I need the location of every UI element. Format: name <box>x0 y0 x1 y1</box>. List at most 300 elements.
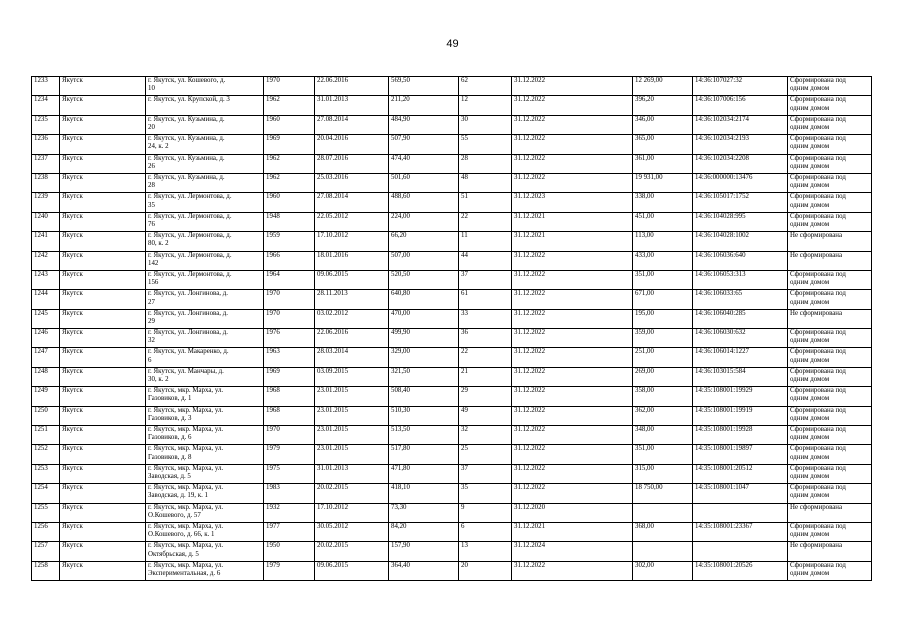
address-cell: г. Якутск, мкр. Марха, ул. Заводская, д. 19, к. 1 <box>146 484 264 503</box>
city-cell: Якутск <box>60 367 146 386</box>
table-row <box>32 445 872 464</box>
land-area-cell: 251,00 <box>633 348 693 367</box>
deadline-cell: 31.12.2022 <box>512 406 633 425</box>
deadline-cell: 31.12.2022 <box>512 251 633 270</box>
date-cell: 18.01.2016 <box>315 251 389 270</box>
count-cell: 37 <box>459 464 512 483</box>
address-cell: г. Якутск, мкр. Марха, ул. Заводская, д. 5 <box>146 464 264 483</box>
city-cell: Якутск <box>60 290 146 309</box>
date-cell: 30.05.2012 <box>315 522 389 541</box>
cadastral-number-cell: 14:36:106033:65 <box>693 290 788 309</box>
address-cell: г. Якутск, ул. Лермонтова, д. 35 <box>146 193 264 212</box>
year-built-cell: 1969 <box>264 135 315 154</box>
city-cell: Якутск <box>60 212 146 231</box>
city-cell: Якутск <box>60 309 146 328</box>
row-number-cell: 1237 <box>32 154 60 173</box>
count-cell: 11 <box>459 232 512 251</box>
cadastral-number-cell: 14:35:108001:19929 <box>693 387 788 406</box>
address-cell: г. Якутск, ул. Кузьмина, д. 20 <box>146 115 264 134</box>
land-area-cell: 361,00 <box>633 154 693 173</box>
row-number-cell: 1245 <box>32 309 60 328</box>
year-built-cell: 1948 <box>264 212 315 231</box>
address-cell: г. Якутск, ул. Лермонтова, д. 156 <box>146 270 264 289</box>
land-area-cell: 396,20 <box>633 96 693 115</box>
deadline-cell: 31.12.2022 <box>512 367 633 386</box>
city-cell: Якутск <box>60 232 146 251</box>
deadline-cell: 31.12.2022 <box>512 270 633 289</box>
address-cell: г. Якутск, ул. Лермонтова, д. 80, к. 2 <box>146 232 264 251</box>
land-area-cell: 18 750,00 <box>633 484 693 503</box>
table-row <box>32 212 872 231</box>
land-area-cell: 19 931,00 <box>633 173 693 192</box>
table-row <box>32 367 872 386</box>
deadline-cell: 31.12.2022 <box>512 115 633 134</box>
table-row <box>32 484 872 503</box>
cadastral-number-cell: 14:36:106040:285 <box>693 309 788 328</box>
area-cell: 329,00 <box>389 348 459 367</box>
deadline-cell: 31.12.2022 <box>512 173 633 192</box>
date-cell: 23.01.2015 <box>315 426 389 445</box>
count-cell: 37 <box>459 270 512 289</box>
area-cell: 66,20 <box>389 232 459 251</box>
date-cell: 22.05.2012 <box>315 212 389 231</box>
year-built-cell: 1959 <box>264 232 315 251</box>
row-number-cell: 1240 <box>32 212 60 231</box>
address-cell: г. Якутск, ул. Кошевого, д. 10 <box>146 77 264 96</box>
table-row <box>32 193 872 212</box>
land-area-cell: 302,00 <box>633 561 693 580</box>
land-area-cell: 348,00 <box>633 426 693 445</box>
city-cell: Якутск <box>60 270 146 289</box>
table-row <box>32 329 872 348</box>
count-cell: 9 <box>459 503 512 522</box>
date-cell: 09.06.2015 <box>315 270 389 289</box>
cadastral-number-cell: 14:35:108001:1047 <box>693 484 788 503</box>
area-cell: 211,20 <box>389 96 459 115</box>
count-cell: 6 <box>459 522 512 541</box>
year-built-cell: 1979 <box>264 445 315 464</box>
land-area-cell: 365,00 <box>633 135 693 154</box>
address-cell: г. Якутск, ул. Манчары, д. 30, к. 2 <box>146 367 264 386</box>
count-cell: 29 <box>459 387 512 406</box>
area-cell: 84,20 <box>389 522 459 541</box>
year-built-cell: 1962 <box>264 96 315 115</box>
table-row <box>32 173 872 192</box>
area-cell: 418,10 <box>389 484 459 503</box>
area-cell: 517,80 <box>389 445 459 464</box>
deadline-cell: 31.12.2022 <box>512 309 633 328</box>
city-cell: Якутск <box>60 503 146 522</box>
cadastral-number-cell: 14:36:106036:640 <box>693 251 788 270</box>
cadastral-number-cell <box>693 542 788 561</box>
row-number-cell: 1252 <box>32 445 60 464</box>
cadastral-number-cell <box>693 503 788 522</box>
city-cell: Якутск <box>60 77 146 96</box>
land-area-cell: 358,00 <box>633 387 693 406</box>
land-status-cell: Сформирована под одним домом <box>788 77 872 96</box>
area-cell: 510,30 <box>389 406 459 425</box>
year-built-cell: 1963 <box>264 348 315 367</box>
year-built-cell: 1966 <box>264 251 315 270</box>
cadastral-number-cell: 14:36:105017:1752 <box>693 193 788 212</box>
land-status-cell: Сформирована под одним домом <box>788 561 872 580</box>
year-built-cell: 1960 <box>264 115 315 134</box>
land-area-cell: 671,00 <box>633 290 693 309</box>
area-cell: 73,30 <box>389 503 459 522</box>
address-cell: г. Якутск, мкр. Марха, ул. Газовиков, д. 6 <box>146 426 264 445</box>
city-cell: Якутск <box>60 251 146 270</box>
count-cell: 28 <box>459 154 512 173</box>
city-cell: Якутск <box>60 135 146 154</box>
deadline-cell: 31.12.2021 <box>512 232 633 251</box>
deadline-cell: 31.12.2023 <box>512 193 633 212</box>
year-built-cell: 1932 <box>264 503 315 522</box>
land-status-cell: Сформирована под одним домом <box>788 522 872 541</box>
year-built-cell: 1968 <box>264 387 315 406</box>
area-cell: 470,00 <box>389 309 459 328</box>
address-cell: г. Якутск, ул. Кузьмина, д. 28 <box>146 173 264 192</box>
year-built-cell: 1975 <box>264 464 315 483</box>
area-cell: 508,40 <box>389 387 459 406</box>
deadline-cell: 31.12.2022 <box>512 154 633 173</box>
count-cell: 55 <box>459 135 512 154</box>
table-row <box>32 309 872 328</box>
land-area-cell <box>633 503 693 522</box>
count-cell: 35 <box>459 484 512 503</box>
address-cell: г. Якутск, мкр. Марха, ул. Экспериментальная, д. 6 <box>146 561 264 580</box>
city-cell: Якутск <box>60 173 146 192</box>
area-cell: 569,50 <box>389 77 459 96</box>
city-cell: Якутск <box>60 115 146 134</box>
date-cell: 03.09.2015 <box>315 367 389 386</box>
cadastral-number-cell: 14:36:104028:995 <box>693 212 788 231</box>
row-number-cell: 1244 <box>32 290 60 309</box>
date-cell: 20.02.2015 <box>315 542 389 561</box>
city-cell: Якутск <box>60 542 146 561</box>
land-status-cell: Сформирована под одним домом <box>788 193 872 212</box>
area-cell: 157,90 <box>389 542 459 561</box>
row-number-cell: 1254 <box>32 484 60 503</box>
row-number-cell: 1238 <box>32 173 60 192</box>
row-number-cell: 1241 <box>32 232 60 251</box>
address-cell: г. Якутск, мкр. Марха, ул. Газовиков, д. 3 <box>146 406 264 425</box>
land-area-cell: 269,00 <box>633 367 693 386</box>
count-cell: 12 <box>459 96 512 115</box>
table-row <box>32 426 872 445</box>
row-number-cell: 1258 <box>32 561 60 580</box>
address-cell: г. Якутск, ул. Кузьмина, д. 26 <box>146 154 264 173</box>
deadline-cell: 31.12.2022 <box>512 329 633 348</box>
count-cell: 32 <box>459 426 512 445</box>
table-row <box>32 96 872 115</box>
table-row <box>32 464 872 483</box>
address-cell: г. Якутск, ул. Лонгинова, д. 29 <box>146 309 264 328</box>
deadline-cell: 31.12.2021 <box>512 212 633 231</box>
date-cell: 22.06.2016 <box>315 329 389 348</box>
date-cell: 25.03.2016 <box>315 173 389 192</box>
date-cell: 09.06.2015 <box>315 561 389 580</box>
date-cell: 20.02.2015 <box>315 484 389 503</box>
land-area-cell: 338,00 <box>633 193 693 212</box>
area-cell: 507,90 <box>389 135 459 154</box>
cadastral-number-cell: 14:36:102034:2193 <box>693 135 788 154</box>
date-cell: 27.08.2014 <box>315 115 389 134</box>
count-cell: 61 <box>459 290 512 309</box>
land-area-cell: 362,00 <box>633 406 693 425</box>
year-built-cell: 1950 <box>264 542 315 561</box>
land-status-cell: Сформирована под одним домом <box>788 367 872 386</box>
table-row <box>32 542 872 561</box>
count-cell: 13 <box>459 542 512 561</box>
row-number-cell: 1248 <box>32 367 60 386</box>
cadastral-number-cell: 14:35:108001:19919 <box>693 406 788 425</box>
count-cell: 62 <box>459 77 512 96</box>
year-built-cell: 1962 <box>264 173 315 192</box>
land-area-cell: 359,00 <box>633 329 693 348</box>
area-cell: 484,90 <box>389 115 459 134</box>
land-status-cell: Сформирована под одним домом <box>788 329 872 348</box>
address-cell: г. Якутск, мкр. Марха, ул. Октябрьская, д. 5 <box>146 542 264 561</box>
land-area-cell: 433,00 <box>633 251 693 270</box>
table-row <box>32 154 872 173</box>
cadastral-number-cell: 14:36:104028:1002 <box>693 232 788 251</box>
city-cell: Якутск <box>60 561 146 580</box>
land-area-cell: 113,00 <box>633 232 693 251</box>
date-cell: 31.01.2013 <box>315 464 389 483</box>
row-number-cell: 1242 <box>32 251 60 270</box>
city-cell: Якутск <box>60 96 146 115</box>
count-cell: 22 <box>459 348 512 367</box>
city-cell: Якутск <box>60 329 146 348</box>
table-body <box>32 77 872 581</box>
count-cell: 22 <box>459 212 512 231</box>
date-cell: 22.06.2016 <box>315 77 389 96</box>
deadline-cell: 31.12.2022 <box>512 135 633 154</box>
count-cell: 25 <box>459 445 512 464</box>
date-cell: 27.08.2014 <box>315 193 389 212</box>
area-cell: 640,80 <box>389 290 459 309</box>
row-number-cell: 1243 <box>32 270 60 289</box>
land-area-cell: 368,00 <box>633 522 693 541</box>
count-cell: 36 <box>459 329 512 348</box>
count-cell: 44 <box>459 251 512 270</box>
cadastral-number-cell: 14:36:106030:632 <box>693 329 788 348</box>
land-status-cell: Сформирована под одним домом <box>788 406 872 425</box>
count-cell: 30 <box>459 115 512 134</box>
city-cell: Якутск <box>60 484 146 503</box>
date-cell: 28.03.2014 <box>315 348 389 367</box>
row-number-cell: 1233 <box>32 77 60 96</box>
deadline-cell: 31.12.2024 <box>512 542 633 561</box>
table-row <box>32 115 872 134</box>
land-status-cell: Не сформирована <box>788 232 872 251</box>
date-cell: 17.10.2012 <box>315 232 389 251</box>
land-status-cell: Сформирована под одним домом <box>788 484 872 503</box>
table-row <box>32 77 872 96</box>
land-status-cell: Сформирована под одним домом <box>788 154 872 173</box>
row-number-cell: 1247 <box>32 348 60 367</box>
cadastral-number-cell: 14:35:108001:23367 <box>693 522 788 541</box>
land-status-cell: Сформирована под одним домом <box>788 290 872 309</box>
area-cell: 520,50 <box>389 270 459 289</box>
address-cell: г. Якутск, ул. Лермонтова, д. 76 <box>146 212 264 231</box>
city-cell: Якутск <box>60 387 146 406</box>
count-cell: 48 <box>459 173 512 192</box>
row-number-cell: 1257 <box>32 542 60 561</box>
city-cell: Якутск <box>60 445 146 464</box>
cadastral-number-cell: 14:35:108001:19897 <box>693 445 788 464</box>
row-number-cell: 1236 <box>32 135 60 154</box>
land-status-cell: Не сформирована <box>788 542 872 561</box>
city-cell: Якутск <box>60 406 146 425</box>
count-cell: 20 <box>459 561 512 580</box>
city-cell: Якутск <box>60 348 146 367</box>
table-row <box>32 232 872 251</box>
deadline-cell: 31.12.2022 <box>512 464 633 483</box>
date-cell: 17.10.2012 <box>315 503 389 522</box>
table-row <box>32 406 872 425</box>
year-built-cell: 1970 <box>264 290 315 309</box>
address-cell: г. Якутск, мкр. Марха, ул. Газовиков, д. 1 <box>146 387 264 406</box>
year-built-cell: 1968 <box>264 406 315 425</box>
row-number-cell: 1250 <box>32 406 60 425</box>
deadline-cell: 31.12.2022 <box>512 426 633 445</box>
land-status-cell: Сформирована под одним домом <box>788 445 872 464</box>
cadastral-number-cell: 14:36:102034:2174 <box>693 115 788 134</box>
city-cell: Якутск <box>60 426 146 445</box>
table-row <box>32 348 872 367</box>
row-number-cell: 1239 <box>32 193 60 212</box>
land-status-cell: Сформирована под одним домом <box>788 426 872 445</box>
date-cell: 20.04.2016 <box>315 135 389 154</box>
land-status-cell: Сформирована под одним домом <box>788 135 872 154</box>
land-status-cell: Сформирована под одним домом <box>788 96 872 115</box>
area-cell: 471,80 <box>389 464 459 483</box>
cadastral-number-cell: 14:36:102034:2208 <box>693 154 788 173</box>
cadastral-number-cell: 14:35:108001:20526 <box>693 561 788 580</box>
land-status-cell: Сформирована под одним домом <box>788 387 872 406</box>
area-cell: 501,60 <box>389 173 459 192</box>
area-cell: 321,50 <box>389 367 459 386</box>
housing-registry-table <box>31 76 872 581</box>
deadline-cell: 31.12.2022 <box>512 96 633 115</box>
deadline-cell: 31.12.2022 <box>512 348 633 367</box>
year-built-cell: 1960 <box>264 193 315 212</box>
deadline-cell: 31.12.2022 <box>512 445 633 464</box>
deadline-cell: 31.12.2022 <box>512 387 633 406</box>
cadastral-number-cell: 14:36:106014:1227 <box>693 348 788 367</box>
area-cell: 364,40 <box>389 561 459 580</box>
year-built-cell: 1983 <box>264 484 315 503</box>
land-area-cell: 451,00 <box>633 212 693 231</box>
land-status-cell: Не сформирована <box>788 251 872 270</box>
table-row <box>32 387 872 406</box>
land-area-cell: 195,00 <box>633 309 693 328</box>
year-built-cell: 1976 <box>264 329 315 348</box>
address-cell: г. Якутск, мкр. Марха, ул. Газовиков, д. 8 <box>146 445 264 464</box>
area-cell: 488,60 <box>389 193 459 212</box>
year-built-cell: 1964 <box>264 270 315 289</box>
land-area-cell: 12 269,00 <box>633 77 693 96</box>
land-area-cell <box>633 542 693 561</box>
page-number: 49 <box>446 38 459 50</box>
land-status-cell: Сформирована под одним домом <box>788 464 872 483</box>
address-cell: г. Якутск, мкр. Марха, ул. О.Кошевого, д. 57 <box>146 503 264 522</box>
table-row <box>32 561 872 580</box>
city-cell: Якутск <box>60 154 146 173</box>
year-built-cell: 1970 <box>264 309 315 328</box>
date-cell: 28.11.2013 <box>315 290 389 309</box>
area-cell: 474,40 <box>389 154 459 173</box>
year-built-cell: 1962 <box>264 154 315 173</box>
row-number-cell: 1235 <box>32 115 60 134</box>
area-cell: 507,00 <box>389 251 459 270</box>
address-cell: г. Якутск, ул. Лонгинова, д. 32 <box>146 329 264 348</box>
land-status-cell: Не сформирована <box>788 309 872 328</box>
area-cell: 224,00 <box>389 212 459 231</box>
count-cell: 21 <box>459 367 512 386</box>
cadastral-number-cell: 14:36:103015:584 <box>693 367 788 386</box>
land-area-cell: 315,00 <box>633 464 693 483</box>
table-row <box>32 135 872 154</box>
land-area-cell: 351,00 <box>633 270 693 289</box>
address-cell: г. Якутск, ул. Лермонтова, д. 142 <box>146 251 264 270</box>
row-number-cell: 1256 <box>32 522 60 541</box>
year-built-cell: 1979 <box>264 561 315 580</box>
table-row <box>32 270 872 289</box>
count-cell: 33 <box>459 309 512 328</box>
cadastral-number-cell: 14:35:108001:19928 <box>693 426 788 445</box>
land-status-cell: Сформирована под одним домом <box>788 348 872 367</box>
cadastral-number-cell: 14:36:107027:32 <box>693 77 788 96</box>
deadline-cell: 31.12.2022 <box>512 561 633 580</box>
row-number-cell: 1249 <box>32 387 60 406</box>
deadline-cell: 31.12.2020 <box>512 503 633 522</box>
date-cell: 31.01.2013 <box>315 96 389 115</box>
table-row <box>32 251 872 270</box>
land-status-cell: Сформирована под одним домом <box>788 212 872 231</box>
land-area-cell: 346,00 <box>633 115 693 134</box>
address-cell: г. Якутск, ул. Макаренко, д. 6 <box>146 348 264 367</box>
count-cell: 49 <box>459 406 512 425</box>
cadastral-number-cell: 14:36:106053:313 <box>693 270 788 289</box>
address-cell: г. Якутск, ул. Лонгинова, д. 27 <box>146 290 264 309</box>
date-cell: 28.07.2016 <box>315 154 389 173</box>
year-built-cell: 1970 <box>264 426 315 445</box>
address-cell: г. Якутск, ул. Кузьмина, д. 24, к. 2 <box>146 135 264 154</box>
cadastral-number-cell: 14:35:108001:20512 <box>693 464 788 483</box>
year-built-cell: 1969 <box>264 367 315 386</box>
area-cell: 499,90 <box>389 329 459 348</box>
city-cell: Якутск <box>60 464 146 483</box>
area-cell: 513,50 <box>389 426 459 445</box>
date-cell: 23.01.2015 <box>315 387 389 406</box>
table-row <box>32 503 872 522</box>
deadline-cell: 31.12.2022 <box>512 484 633 503</box>
row-number-cell: 1255 <box>32 503 60 522</box>
table-row <box>32 522 872 541</box>
date-cell: 23.01.2015 <box>315 406 389 425</box>
table-row <box>32 290 872 309</box>
date-cell: 03.02.2012 <box>315 309 389 328</box>
deadline-cell: 31.12.2022 <box>512 77 633 96</box>
address-cell: г. Якутск, ул. Крупской, д. 3 <box>146 96 264 115</box>
address-cell: г. Якутск, мкр. Марха, ул. О.Кошевого, д. 66, к. 1 <box>146 522 264 541</box>
cadastral-number-cell: 14:36:107006:156 <box>693 96 788 115</box>
land-area-cell: 351,00 <box>633 445 693 464</box>
year-built-cell: 1977 <box>264 522 315 541</box>
cadastral-number-cell: 14:36:000000:13476 <box>693 173 788 192</box>
